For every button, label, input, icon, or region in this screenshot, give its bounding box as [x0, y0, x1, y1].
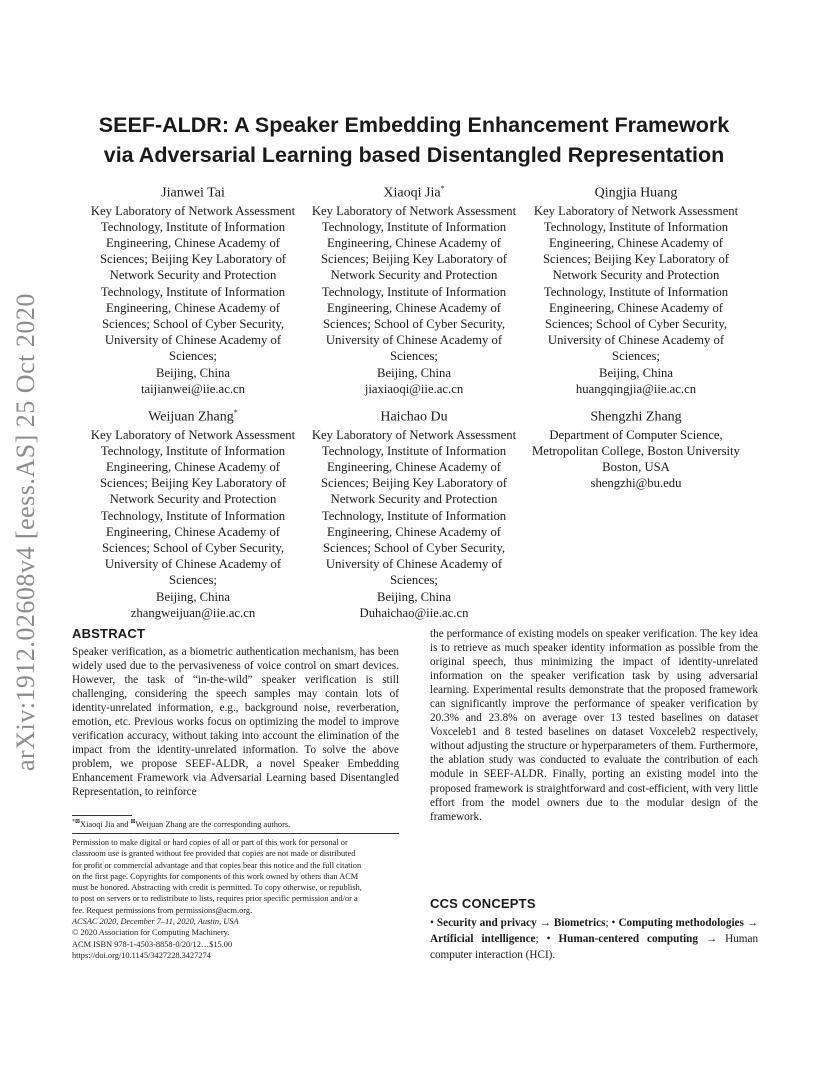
- author-city: Beijing, China: [155, 589, 230, 604]
- author-city: Beijing, China: [155, 365, 230, 380]
- permission-block: [72, 837, 399, 961]
- permission-line: for profit or commercial advantage and that copies bear this notice and the full citation: [72, 860, 362, 870]
- author-email: Duhaichao@iie.ac.cn: [359, 605, 469, 620]
- author-email: jiaxiaoqi@iie.ac.cn: [364, 381, 464, 396]
- author-name: Qingjia Huang: [594, 185, 678, 201]
- corresponding-author-footnote: *⊠Xiaoqi Jia and ⊠Weijuan Zhang are the corresponding authors.: [72, 819, 291, 829]
- ccs-heading: CCS CONCEPTS: [430, 896, 536, 911]
- author-block: [82, 404, 304, 621]
- arxiv-identifier: arXiv:1912.02608v4 [eess.AS] 25 Oct 2020: [11, 293, 40, 771]
- abstract-text-left: Speaker verification, as a biometric authentication mechanism, has been widely used due to the pervasiveness of voice control on smart devices. However, the task of “in-the-wild” speaker verification is still challenging, considering the speech samples may contain lots of identity-unrelated information, e.g., background noise, reverberation, emotion, etc. Previous works focus on optimizing the model to improve verification accuracy, without taking into account the elimination of the impact from the identity-unrelated information. To solve the above problem, we propose SEEF-ALDR, a novel Speaker Embedding Enhancement Framework via Adversarial Learning based Disentangled Representation, to reinforce: [72, 646, 399, 799]
- author-affiliation: Key Laboratory of Network Assessment Technology, Institute of Information Engineering, Chinese Academy of Sciences; Beijing Key Laboratory of Network Security and Protection Technology, Institute of Information Engineering, Chinese Academy of Sciences; School of Cyber Security, University of Chinese Academy of Sciences;: [90, 427, 296, 588]
- author-city: Beijing, China: [376, 365, 451, 380]
- permission-line: on the first page. Copyrights for components of this work owned by others than ACM: [72, 871, 359, 881]
- author-name: Xiaoqi Jia*: [383, 184, 445, 201]
- author-affiliation: Key Laboratory of Network Assessment Technology, Institute of Information Engineering, Chinese Academy of Sciences; Beijing Key Laboratory of Network Security and Protection Technology, Institute of Information Engineering, Chinese Academy of Sciences; School of Cyber Security, University of Chinese Academy of Sciences;: [90, 203, 296, 364]
- author-block: [525, 180, 747, 397]
- author-block: [303, 404, 525, 621]
- author-city: Boston, USA: [602, 460, 670, 475]
- abstract-text-right: the performance of existing models on speaker verification. The key idea is to retrieve as much speaker identity information as possible from the original speech, thus minimizing the impact of identity-unrelated information on the speaker verification task by using adversarial learning. Experimental results demonstrate that the proposed framework can significantly improve the performance of speaker verification by 20.3% and 23.8% on average over 13 tested baselines on dataset Voxceleb1 and 8 tested baselines on dataset Voxceleb2 respectively, without adjusting the structure or hyperparameters of them. Furthermore, the ablation study was conducted to evaluate the contribution of each module in SEEF-ALDR. Finally, porting an existing model into the proposed framework is straightforward and cost-efficient, with very little effort from the model owners due to the modular design of the framework.: [430, 628, 758, 823]
- author-name: Jianwei Tai: [161, 185, 225, 201]
- title-line-1: SEEF-ALDR: A Speaker Embedding Enhancement Framework: [98, 113, 730, 137]
- paper-title: [60, 110, 768, 170]
- doi-link[interactable]: https://doi.org/10.1145/3427228.3427274: [72, 950, 211, 960]
- abstract-heading: ABSTRACT: [72, 626, 146, 641]
- author-email: taijianwei@iie.ac.cn: [141, 381, 245, 396]
- permission-rule: [72, 833, 399, 834]
- copyright-line: © 2020 Association for Computing Machinery.: [72, 928, 230, 938]
- title-line-2: via Adversarial Learning based Disentangled Representation: [103, 143, 725, 167]
- author-email: zhangweijuan@iie.ac.cn: [130, 605, 256, 620]
- footnote-rule: [72, 815, 132, 816]
- author-name: Shengzhi Zhang: [590, 409, 682, 425]
- author-city: Beijing, China: [376, 589, 451, 604]
- author-affiliation: Key Laboratory of Network Assessment Technology, Institute of Information Engineering, Chinese Academy of Sciences; Beijing Key Laboratory of Network Security and Protection Technology, Institute of Information Engineering, Chinese Academy of Sciences; School of Cyber Security, University of Chinese Academy of Sciences;: [311, 203, 517, 364]
- isbn-line: ACM ISBN 978-1-4503-8858-0/20/12…$15.00: [72, 939, 233, 949]
- author-city: Beijing, China: [598, 365, 673, 380]
- author-affiliation: Key Laboratory of Network Assessment Technology, Institute of Information Engineering, Chinese Academy of Sciences; Beijing Key Laboratory of Network Security and Protection Technology, Institute of Information Engineering, Chinese Academy of Sciences; School of Cyber Security, University of Chinese Academy of Sciences;: [533, 203, 739, 364]
- ccs-concepts: • Security and privacy → Biometrics; • Computing methodologies → Artificial intelligence; • Human-centered computing → Human computer interaction (HCI).: [430, 917, 759, 962]
- permission-line: to post on servers or to redistribute to lists, requires prior specific permission and/or a: [72, 894, 358, 904]
- author-block: [525, 404, 747, 491]
- author-email: huangqingjia@iie.ac.cn: [575, 381, 697, 396]
- author-name: Haichao Du: [380, 409, 448, 425]
- permission-line: Permission to make digital or hard copies of all or part of this work for personal or: [72, 838, 348, 847]
- author-affiliation: Department of Computer Science, Metropolitan College, Boston University: [532, 427, 740, 458]
- conference-info: ACSAC 2020, December 7–11, 2020, Austin, USA: [72, 917, 239, 927]
- author-affiliation: Key Laboratory of Network Assessment Technology, Institute of Information Engineering, Chinese Academy of Sciences; Beijing Key Laboratory of Network Security and Protection Technology, Institute of Information Engineering, Chinese Academy of Sciences; School of Cyber Security, University of Chinese Academy of Sciences;: [311, 427, 517, 588]
- author-block: [82, 180, 304, 397]
- author-email: shengzhi@bu.edu: [590, 476, 682, 491]
- permission-line: fee. Request permissions from permissions@acm.org.: [72, 905, 253, 915]
- permission-line: must be honored. Abstracting with credit is permitted. To copy otherwise, or republish,: [72, 883, 362, 893]
- author-name: Weijuan Zhang*: [148, 408, 238, 425]
- permission-line: classroom use is granted without fee provided that copies are not made or distributed: [72, 849, 356, 859]
- author-block: [303, 180, 525, 397]
